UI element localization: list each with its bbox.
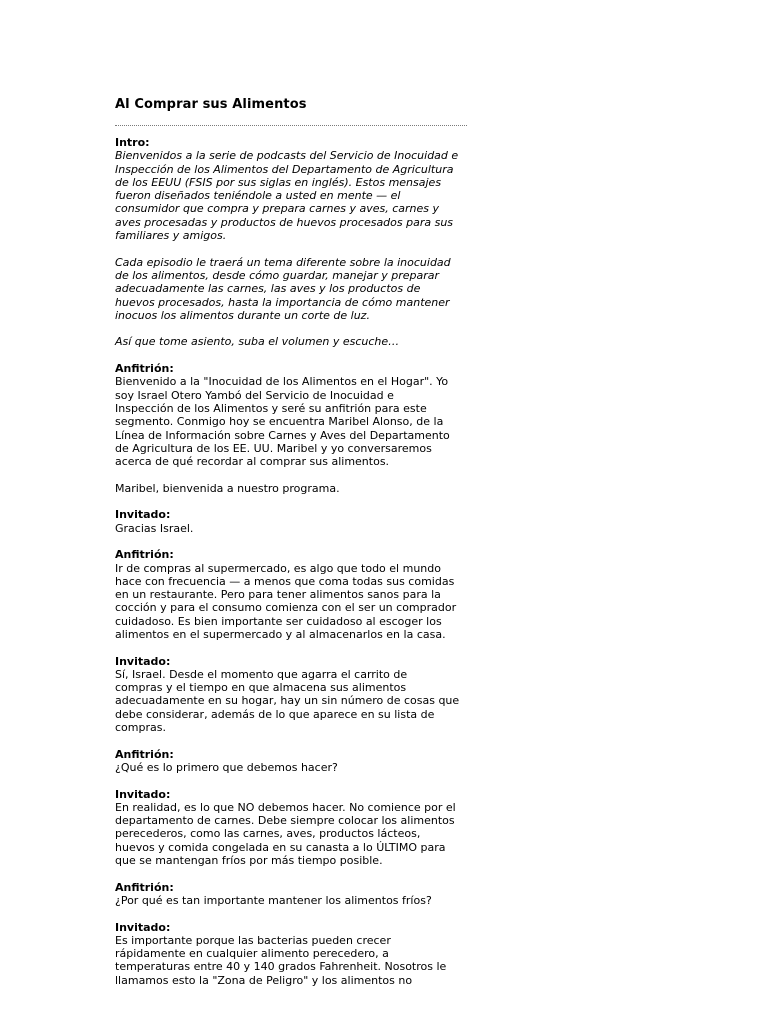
text-line: Inspección de los Alimentos del Departamento de Agricultura	[115, 162, 454, 176]
text-line: ¿Qué es lo primero que debemos hacer?	[115, 760, 338, 774]
text-line: alimentos en el supermercado y al almacenarlos en la casa.	[115, 627, 446, 641]
text-line: de los EEUU (FSIS por sus siglas en inglés). Estos mensajes	[115, 175, 442, 189]
speaker-label: Anfitrión:	[115, 362, 174, 376]
text-line: Es importante porque las bacterias pueden crecer	[115, 933, 391, 947]
text-line: inocuos los alimentos durante un corte de luz.	[115, 308, 370, 322]
text-line: segmento. Conmigo hoy se encuentra Maribel Alonso, de la	[115, 415, 444, 429]
text-line: en un restaurante. Pero para tener alimentos sanos para la	[115, 588, 441, 602]
text-line: de los alimentos, desde cómo guardar, manejar y preparar	[115, 268, 440, 282]
text-line: Bienvenidos a la serie de podcasts del Servicio de Inocuidad e	[115, 149, 459, 163]
text-line: Maribel, bienvenida a nuestro programa.	[115, 481, 340, 495]
transcript-section	[115, 655, 465, 735]
text-line: compras.	[115, 721, 166, 735]
text-line: En realidad, es lo que NO debemos hacer. No comience por el	[115, 800, 456, 814]
text-line: adecuadamente en su hogar, hay un sin número de cosas que	[115, 694, 460, 708]
transcript-section	[115, 748, 465, 775]
text-line: temperaturas entre 40 y 140 grados Fahrenheit. Nosotros le	[115, 960, 447, 974]
speaker-label: Invitado:	[115, 787, 171, 801]
transcript-paragraph	[115, 522, 465, 535]
text-line: acerca de qué recordar al comprar sus alimentos.	[115, 455, 390, 469]
transcript-section	[115, 548, 465, 641]
text-line: fueron diseñados teniéndole a usted en mente — el	[115, 189, 401, 203]
text-line: de Agricultura de los EE. UU. Maribel y yo conversaremos	[115, 441, 432, 455]
transcript-paragraph	[115, 934, 465, 987]
document-title: Al Comprar sus Alimentos	[115, 97, 307, 112]
text-line: rápidamente en cualquier alimento perecedero, a	[115, 947, 389, 961]
text-line: Ir de compras al supermercado, es algo que todo el mundo	[115, 561, 441, 575]
text-line: soy Israel Otero Yambó del Servicio de Inocuidad e	[115, 388, 394, 402]
text-line: departamento de carnes. Debe siempre colocar los alimentos	[115, 814, 455, 828]
speaker-label: Anfitrión:	[115, 880, 174, 894]
text-line: familiares y amigos.	[115, 229, 227, 243]
text-line: Línea de Información sobre Carnes y Aves del Departamento	[115, 428, 450, 442]
text-line: cocción y para el consumo comienza con el ser un comprador	[115, 601, 457, 615]
transcript-paragraph	[115, 256, 465, 322]
transcript-paragraph	[115, 482, 465, 495]
text-line: Inspección de los Alimentos y seré su anfitrión para este	[115, 401, 427, 415]
speaker-label: Anfitrión:	[115, 548, 174, 562]
text-line: hace con frecuencia — a menos que coma todas sus comidas	[115, 574, 455, 588]
transcript-section	[115, 508, 465, 535]
text-line: huevos procesados, hasta la importancia de cómo mantener	[115, 295, 450, 309]
transcript-paragraph	[115, 801, 465, 867]
transcript-paragraph	[115, 761, 465, 774]
text-line: ¿Por qué es tan importante mantener los alimentos fríos?	[115, 893, 432, 907]
transcript-section	[115, 921, 465, 987]
transcript-paragraph	[115, 375, 465, 468]
speaker-label: Intro:	[115, 136, 150, 149]
transcript-body	[115, 136, 465, 987]
text-line: llamamos esto la "Zona de Peligro" y los alimentos no	[115, 973, 413, 987]
text-line: debe considerar, además de lo que aparece en su lista de	[115, 707, 435, 721]
speaker-label: Anfitrión:	[115, 747, 174, 761]
transcript-paragraph	[115, 894, 465, 907]
transcript-paragraph	[115, 149, 465, 242]
text-line: aves procesadas y productos de huevos procesados para sus	[115, 215, 454, 229]
document-page	[115, 97, 465, 1000]
text-line: Sí, Israel. Desde el momento que agarra el carrito de	[115, 667, 408, 681]
text-line: cuidadoso. Es bien importante ser cuidadoso al escoger los	[115, 614, 442, 628]
text-line: compras y el tiempo en que almacena sus alimentos	[115, 681, 407, 695]
transcript-section	[115, 881, 465, 908]
text-line: consumidor que compra y prepara carnes y aves, carnes y	[115, 202, 439, 216]
text-line: adecuadamente las carnes, las aves y los productos de	[115, 282, 421, 296]
transcript-section	[115, 136, 465, 349]
title-divider	[115, 125, 467, 126]
text-line: que se mantengan fríos por más tiempo posible.	[115, 854, 383, 868]
transcript-paragraph	[115, 335, 465, 348]
text-line: Bienvenido a la "Inocuidad de los Alimentos en el Hogar". Yo	[115, 375, 449, 389]
speaker-label: Invitado:	[115, 654, 171, 668]
speaker-label: Invitado:	[115, 508, 171, 522]
text-line: perecederos, como las carnes, aves, productos lácteos,	[115, 827, 421, 841]
speaker-label: Invitado:	[115, 920, 171, 934]
transcript-paragraph	[115, 668, 465, 734]
transcript-paragraph	[115, 562, 465, 642]
text-line: Cada episodio le traerá un tema diferente sobre la inocuidad	[115, 255, 451, 269]
transcript-section	[115, 362, 465, 495]
transcript-section	[115, 788, 465, 868]
text-line: huevos y comida congelada en su canasta a lo ÚLTIMO para	[115, 840, 446, 854]
text-line: Gracias Israel.	[115, 521, 194, 535]
text-line: Así que tome asiento, suba el volumen y escuche…	[115, 335, 400, 349]
